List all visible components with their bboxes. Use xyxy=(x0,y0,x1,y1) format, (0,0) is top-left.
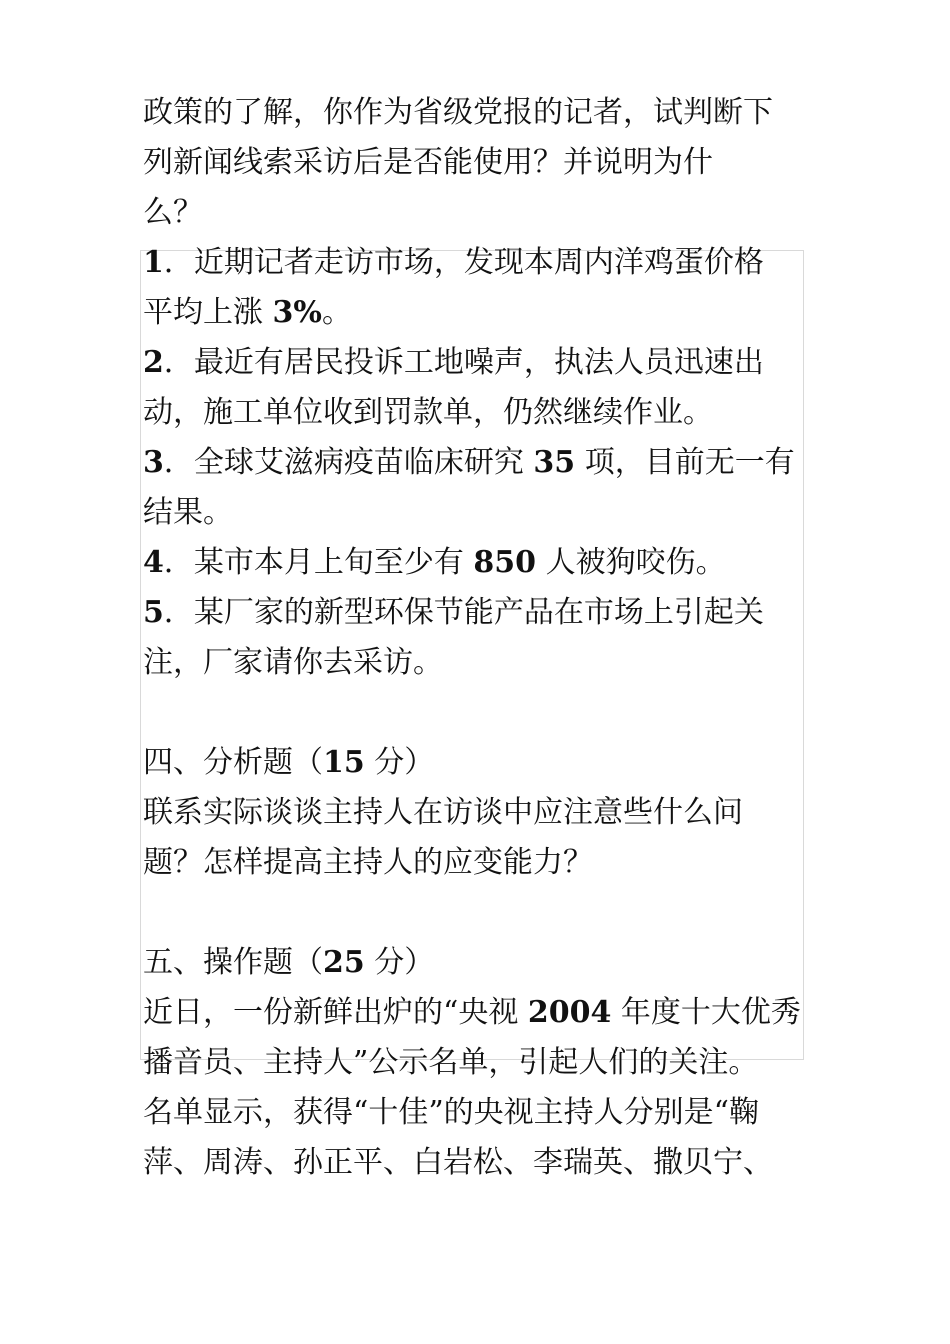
item-text: ．近期记者走访市场，发现本周内洋鸡蛋价格 xyxy=(163,245,764,280)
item-number: 2 xyxy=(143,345,164,380)
section-heading-text: 分） xyxy=(364,945,435,980)
intro-line-3: 么？ xyxy=(143,195,203,230)
section-5-line-4: 萍、周涛、孙正平、白岩松、李瑞英、撒贝宁、 xyxy=(143,1145,773,1180)
section-4-line-1: 联系实际谈谈主持人在访谈中应注意些什么问 xyxy=(143,795,743,830)
section-5-heading xyxy=(143,938,813,988)
item-text: ．某厂家的新型环保节能产品在市场上引起关 xyxy=(163,595,764,630)
spacer xyxy=(143,688,813,738)
section-text: 近日，一份新鲜出炉的“央视 xyxy=(143,995,528,1030)
item-text: 人被狗咬伤。 xyxy=(536,545,726,580)
section-4-line-2: 题？怎样提高主持人的应变能力？ xyxy=(143,845,593,880)
item-number: 1 xyxy=(143,245,164,280)
item-5-line-2: 注，厂家请你去采访。 xyxy=(143,645,443,680)
item-text: 项，目前无一有 xyxy=(575,445,795,480)
item-text: 平均上涨 xyxy=(143,295,273,330)
section-5-line-1 xyxy=(143,988,813,1038)
document-page xyxy=(143,88,813,1188)
item-5-line-1 xyxy=(143,588,813,638)
item-value: 850 xyxy=(473,545,537,580)
item-1-line-1 xyxy=(143,238,813,288)
item-value: 3% xyxy=(272,295,322,330)
section-text: 年度十大优秀 xyxy=(611,995,801,1030)
item-value: 35 xyxy=(533,445,576,480)
section-5-line-3: 名单显示，获得“十佳”的央视主持人分别是“鞠 xyxy=(143,1095,760,1130)
section-heading-text: 五、操作题（ xyxy=(143,945,323,980)
section-4-heading xyxy=(143,738,813,788)
item-text: ．某市本月上旬至少有 xyxy=(163,545,474,580)
section-score: 25 xyxy=(323,945,365,980)
item-text: 。 xyxy=(321,295,352,330)
item-3-line-1 xyxy=(143,438,813,488)
item-number: 3 xyxy=(143,445,164,480)
item-number: 4 xyxy=(143,545,164,580)
section-5-line-2: 播音员、主持人”公示名单，引起人们的关注。 xyxy=(143,1045,759,1080)
spacer xyxy=(143,888,813,938)
section-value: 2004 xyxy=(527,995,612,1030)
item-4-line-1 xyxy=(143,538,813,588)
intro-line-1: 政策的了解，你作为省级党报的记者，试判断下 xyxy=(143,95,773,130)
section-heading-text: 分） xyxy=(364,745,435,780)
section-score: 15 xyxy=(323,745,365,780)
item-3-line-2: 结果。 xyxy=(143,495,233,530)
item-2-line-2: 动，施工单位收到罚款单，仍然继续作业。 xyxy=(143,395,713,430)
item-text: ．全球艾滋病疫苗临床研究 xyxy=(163,445,534,480)
intro-line-2: 列新闻线索采访后是否能使用？并说明为什 xyxy=(143,145,713,180)
section-heading-text: 四、分析题（ xyxy=(143,745,323,780)
item-text: ．最近有居民投诉工地噪声，执法人员迅速出 xyxy=(163,345,764,380)
item-number: 5 xyxy=(143,595,164,630)
item-2-line-1 xyxy=(143,338,813,388)
item-1-line-2 xyxy=(143,288,813,338)
